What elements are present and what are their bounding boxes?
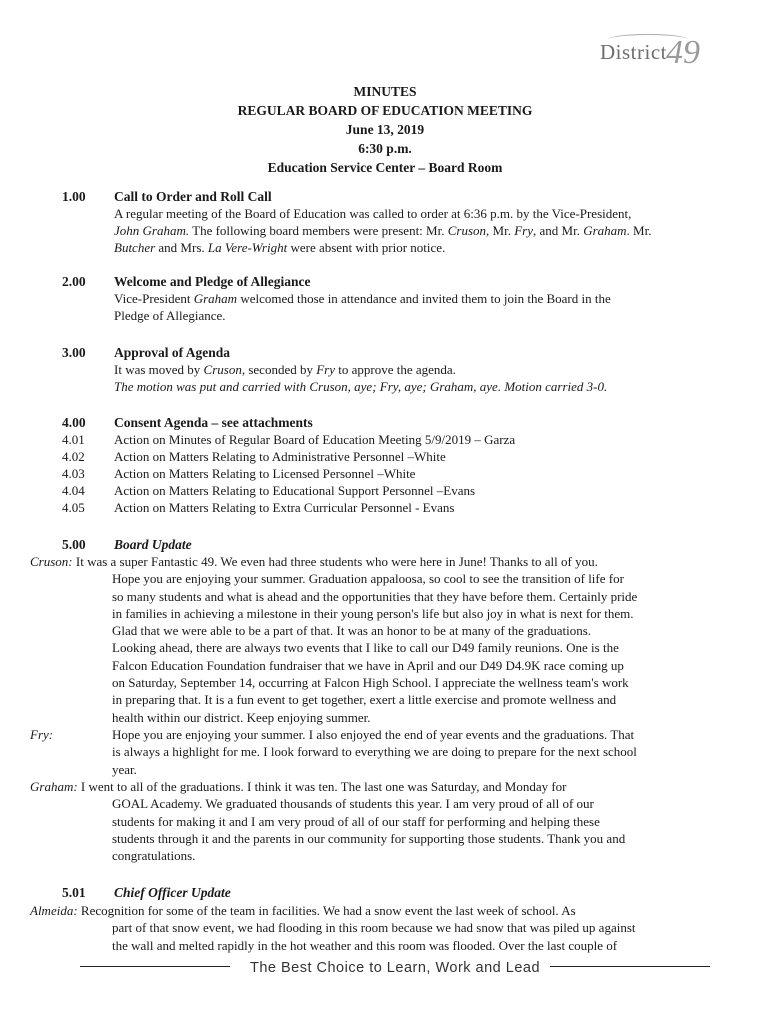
agenda-item-text: Action on Matters Relating to Educational Support Personnel –Evans: [114, 483, 476, 498]
speaker-text: I went to all of the graduations. I think it was ten. The last one was Saturday, and Monday for: [80, 779, 567, 794]
header-date: June 13, 2019: [345, 122, 425, 137]
footer-tagline-wrap: [80, 960, 710, 976]
speaker-name: Graham:: [30, 779, 78, 794]
text-line: congratulations.: [112, 848, 196, 864]
speaker-almeida: [30, 902, 720, 956]
motion-text: The motion was put and carried with Cruson, aye; Fry, aye; Graham, aye. Motion carried 3-0.: [114, 379, 608, 394]
text: A regular meeting of the Board of Education was called to order at 6:36 p.m. by the Vice-President,: [114, 206, 632, 221]
text-line: Looking ahead, there are always two events that I like to call our D49 family reunions. One is the: [112, 640, 619, 656]
agenda-item-text: Action on Minutes of Regular Board of Education Meeting 5/9/2019 – Garza: [114, 432, 516, 447]
section-body: [114, 361, 714, 395]
text-line: part of that snow event, we had flooding in this room because we had snow that was piled up against: [112, 920, 636, 936]
logo-number: 49: [666, 34, 700, 71]
header-location: Education Service Center – Board Room: [267, 160, 503, 175]
section-approval-agenda: [62, 344, 722, 400]
agenda-item-number: 4.05: [62, 500, 85, 515]
text-line: students for making it and I am very proud of all of our staff for performing and helping these: [112, 813, 600, 829]
speaker-text-block: [112, 726, 718, 778]
section-title: Approval of Agenda: [114, 345, 231, 360]
name: Graham: [193, 291, 238, 306]
text-line: so many students and what is ahead and the opportunities that they have before them. Certainly pride: [112, 588, 638, 604]
text-line: Hope you are enjoying your summer. I also enjoyed the end of year events and the graduations. That: [112, 727, 635, 742]
text: were absent with prior notice.: [287, 240, 446, 255]
name: Graham: [583, 223, 627, 238]
text-line: students through it and the parents in our community for supporting those students. Thank you and: [112, 830, 626, 846]
section-title: Welcome and Pledge of Allegiance: [114, 274, 311, 289]
speaker-name: Cruson:: [30, 554, 73, 569]
section-title: Chief Officer Update: [114, 885, 231, 900]
text: It was moved by: [114, 362, 204, 377]
speaker-text-block: [112, 795, 718, 864]
text-line: is always a highlight for me. I look forward to everything we are doing to prepare for the next school: [112, 744, 637, 760]
document-header: [0, 82, 770, 177]
speaker-text: It was a super Fantastic 49. We even had three students who were here in June! Thanks to all of you.: [75, 554, 598, 569]
logo-word: District: [600, 40, 667, 64]
section-chief-officer-update: [62, 884, 722, 904]
section-title: Call to Order and Roll Call: [114, 189, 272, 204]
text: welcomed those in attendance and invited them to join the Board in the: [237, 291, 611, 306]
name: Fry: [514, 223, 533, 238]
name: Cruson: [447, 223, 487, 238]
text-line: in preparing that. It is a fun event to get together, exert a little exercise and promote wellness and: [112, 692, 617, 708]
name: Butcher: [114, 240, 156, 255]
text: and Mrs.: [155, 240, 208, 255]
speaker-graham: [30, 778, 720, 868]
header-meeting: REGULAR BOARD OF EDUCATION MEETING: [237, 103, 533, 118]
section-number: 3.00: [62, 345, 86, 360]
section-title: Consent Agenda – see attachments: [114, 415, 313, 430]
text: . Mr.: [626, 223, 652, 238]
text-line: on Saturday, September 14, occurring at Falcon High School. I appreciate the wellness team's work: [112, 675, 629, 691]
section-number: 5.00: [62, 537, 86, 552]
name: La Vere-Wright: [207, 240, 288, 255]
agenda-item-text: Action on Matters Relating to Administrative Personnel –White: [114, 449, 446, 464]
section-number: 2.00: [62, 274, 86, 289]
agenda-item-text: Action on Matters Relating to Licensed Personnel –White: [114, 466, 416, 481]
text: to approve the agenda.: [335, 362, 456, 377]
agenda-item-number: 4.02: [62, 449, 85, 464]
text-line: Hope you are enjoying your summer. Graduation appaloosa, so cool to see the transition of life for: [112, 571, 624, 587]
agenda-item-number: 4.01: [62, 432, 85, 447]
agenda-item-number: 4.03: [62, 466, 85, 481]
section-body: [114, 205, 714, 256]
section-body: [114, 290, 714, 324]
text-line: Glad that we were able to be a part of that. It was an honor to be at many of the graduations.: [112, 623, 592, 639]
speaker-name: Almeida:: [30, 903, 78, 918]
speaker-text-block: [112, 919, 718, 954]
section-number: 5.01: [62, 885, 86, 900]
agenda-item-text: Action on Matters Relating to Extra Curricular Personnel - Evans: [114, 500, 455, 515]
text-line: in families in achieving a milestone in their young person's life but also joy in what is next for them.: [112, 605, 634, 621]
text: , and Mr.: [532, 223, 584, 238]
section-number: 1.00: [62, 189, 86, 204]
speaker-fry: [30, 726, 720, 781]
text-line: the wall and melted rapidly in the hot weather and this room was flooded. Over the last couple of: [112, 937, 618, 953]
agenda-item-number: 4.04: [62, 483, 85, 498]
speaker-cruson: [30, 553, 720, 728]
text-line: health within our district. Keep enjoying summer.: [112, 709, 371, 725]
section-welcome-pledge: [62, 273, 722, 329]
header-time: 6:30 p.m.: [358, 141, 412, 156]
speaker-text-block: [112, 570, 718, 726]
district-49-logo: [600, 34, 710, 80]
footer-tagline: The Best Choice to Learn, Work and Lead: [240, 960, 550, 976]
speaker-name: Fry:: [30, 727, 54, 742]
text-line: Falcon Education Foundation fundraiser that we have in April and our D49 D4.9K race coming up: [112, 657, 624, 673]
header-minutes: MINUTES: [353, 84, 417, 99]
text: , Mr.: [486, 223, 515, 238]
speaker-text: Recognition for some of the team in facilities. We had a snow event the last week of school. As: [80, 903, 576, 918]
text: Pledge of Allegiance.: [114, 308, 226, 323]
section-number: 4.00: [62, 415, 86, 430]
page-footer: [80, 960, 710, 990]
text: The following board members were present: Mr.: [189, 223, 448, 238]
name: Fry: [316, 362, 335, 377]
name: John Graham.: [114, 223, 190, 238]
text-line: GOAL Academy. We graduated thousands of students this year. I am very proud of all of our: [112, 796, 594, 812]
text-line: year.: [112, 761, 137, 777]
section-call-to-order: [62, 188, 722, 258]
section-title: Board Update: [114, 537, 192, 552]
text: , seconded by: [241, 362, 317, 377]
name: Cruson: [203, 362, 242, 377]
text: Vice-President: [114, 291, 194, 306]
